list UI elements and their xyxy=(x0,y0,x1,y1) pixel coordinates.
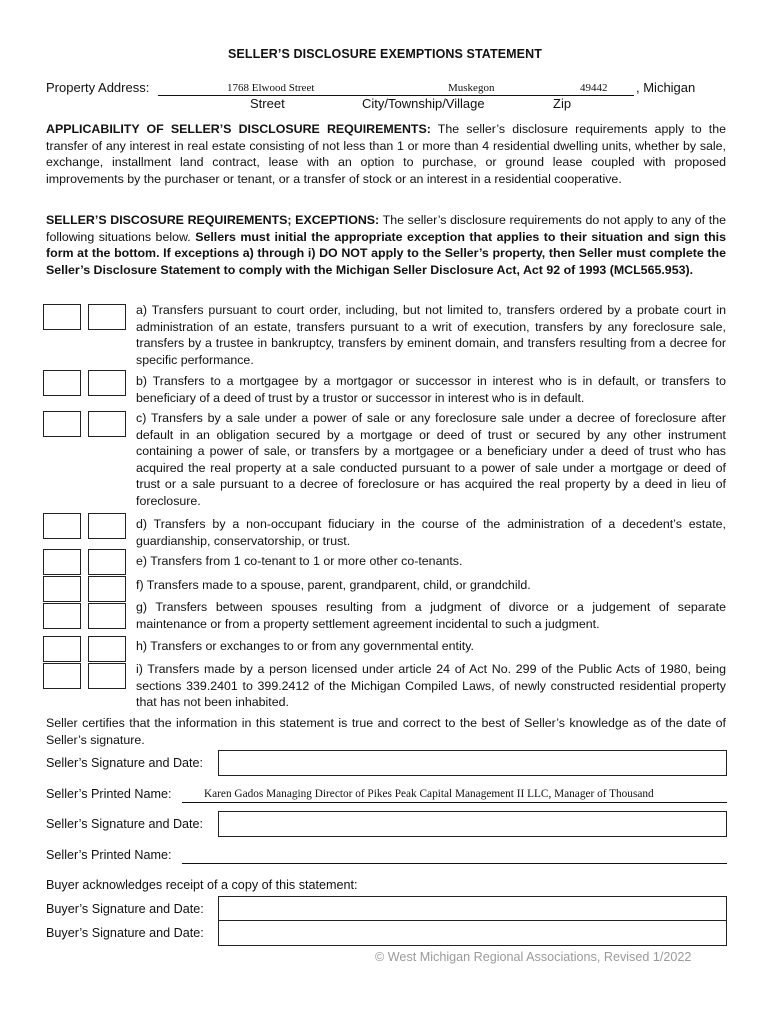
city-value[interactable]: Muskegon xyxy=(448,82,495,94)
city-caption: City/Township/Village xyxy=(362,96,485,111)
requirements-body: The seller’s disclosure requirements do not apply to any of the following situations below. xyxy=(46,213,726,244)
initial-box-f-1[interactable] xyxy=(43,576,81,602)
initial-box-b-1[interactable] xyxy=(43,370,81,396)
exception-h-text: h) Transfers or exchanges to or from any governmental entity. xyxy=(136,639,474,653)
exception-g-text: g) Transfers between spouses resulting from a judgment of divorce or a judgement of separate maintenance or from a property settlement agreement incidental to such a judgment. xyxy=(136,600,726,631)
initial-box-f-2[interactable] xyxy=(88,576,126,602)
exception-d-text: d) Transfers by a non-occupant fiduciary in the course of the administration of a decedent’s estate, guardianship, conservatorship, or trust. xyxy=(136,517,726,548)
street-caption: Street xyxy=(250,96,285,111)
buyer-acknowledgement: Buyer acknowledges receipt of a copy of this statement: xyxy=(46,878,358,892)
requirements-paragraph xyxy=(46,212,726,278)
copyright-footer: © West Michigan Regional Associations, Revised 1/2022 xyxy=(375,950,692,964)
exception-a-text: a) Transfers pursuant to court order, including, but not limited to, transfers ordered by a probate court in administration of an estate, transfers pursuant to a writ of execution, transfers by any foreclosure sale, transfers by a trustee in bankruptcy, transfers by eminent domain, and transfers resulting from a decree for specific performance. xyxy=(136,303,726,367)
seller-signature-field-1[interactable] xyxy=(218,750,727,776)
initial-box-a-1[interactable] xyxy=(43,304,81,330)
initial-box-c-2[interactable] xyxy=(88,411,126,437)
initial-box-h-1[interactable] xyxy=(43,636,81,662)
property-address-label: Property Address: xyxy=(46,80,150,95)
exception-e-text: e) Transfers from 1 co-tenant to 1 or more other co-tenants. xyxy=(136,554,463,568)
buyer-signature-label-1: Buyer’s Signature and Date: xyxy=(46,902,204,916)
seller-printed-name-label-2: Seller’s Printed Name: xyxy=(46,848,172,862)
seller-signature-label-1: Seller’s Signature and Date: xyxy=(46,756,204,770)
seller-printed-name-line-2[interactable] xyxy=(182,863,727,864)
applicability-paragraph xyxy=(46,121,726,187)
buyer-signature-field-1[interactable] xyxy=(218,896,727,922)
certification-statement: Seller certifies that the information in this statement is true and correct to the best of Seller’s knowledge as of the date of Seller’s signature. xyxy=(46,716,726,747)
initial-box-g-2[interactable] xyxy=(88,603,126,629)
initial-box-i-2[interactable] xyxy=(88,663,126,689)
seller-printed-name-label-1: Seller’s Printed Name: xyxy=(46,787,172,801)
initial-box-d-1[interactable] xyxy=(43,513,81,539)
initial-box-b-2[interactable] xyxy=(88,370,126,396)
applicability-heading: APPLICABILITY OF SELLER’S DISCLOSURE REQUIREMENTS: xyxy=(46,122,431,136)
seller-printed-name-line-1[interactable] xyxy=(182,802,727,803)
exception-b-text: b) Transfers to a mortgagee by a mortgagor or successor in interest who is in default, or transfers to beneficiary of a deed of trust by a trustor or successor in interest who is in default. xyxy=(136,374,726,405)
buyer-signature-field-2[interactable] xyxy=(218,920,727,946)
buyer-signature-label-2: Buyer’s Signature and Date: xyxy=(46,926,204,940)
applicability-body: The seller’s disclosure requirements apply to the transfer of any interest in real estate consisting of not less than 1 or more than 4 residential dwelling units, whether by sale, exchange, installment land contract, lease with an option to purchase, or ground lease coupled with proposed improvements by the purchaser or tenant, or a transfer of stock or an interest in a residential cooperative. xyxy=(46,122,726,186)
seller-printed-name-value-1[interactable]: Karen Gados Managing Director of Pikes Peak Capital Management II LLC, Manager of Thousand xyxy=(204,788,654,800)
exception-i-text: i) Transfers made by a person licensed under article 24 of Act No. 299 of the Public Acts of 1980, being sections 339.2401 to 399.2412 of the Michigan Compiled Laws, of newly constructed residential property that has not been inhabited. xyxy=(136,662,726,709)
initial-box-h-2[interactable] xyxy=(88,636,126,662)
initial-box-c-1[interactable] xyxy=(43,411,81,437)
initial-box-e-2[interactable] xyxy=(88,549,126,575)
initial-box-g-1[interactable] xyxy=(43,603,81,629)
initial-box-i-1[interactable] xyxy=(43,663,81,689)
initial-box-d-2[interactable] xyxy=(88,513,126,539)
seller-signature-label-2: Seller’s Signature and Date: xyxy=(46,817,204,831)
street-value[interactable]: 1768 Elwood Street xyxy=(227,82,315,94)
requirements-bold-body: Sellers must initial the appropriate exception that applies to their situation and sign this form at the bottom. If exceptions a) through i) DO NOT apply to the Seller’s property, then Seller must complete the Seller’s Disclosure Statement to comply with the Michigan Seller Disclosure Act, Act 92 of 1993 (MCL565.953). xyxy=(46,229,726,277)
requirements-heading: SELLER’S DISCOSURE REQUIREMENTS; EXCEPTIONS: xyxy=(46,213,380,227)
zip-caption: Zip xyxy=(553,96,572,111)
seller-signature-field-2[interactable] xyxy=(218,811,727,837)
initial-box-e-1[interactable] xyxy=(43,549,81,575)
zip-value[interactable]: 49442 xyxy=(580,82,608,94)
exception-c-text: c) Transfers by a sale under a power of sale or any foreclosure sale under a decree of foreclosure after default in an obligation secured by a mortgage or deed of trust or secured by any other instrument containing a power of sale, or transfers by a mortgagee or a beneficiary under a deed of trust who has acquired the real property at a sale conducted pursuant to a power of sale under a mortgage or deed of trust or a sale pursuant to a decree of foreclosure or has acquired the real property by a deed in lieu of foreclosure. xyxy=(136,411,726,508)
state-suffix: , Michigan xyxy=(636,80,696,95)
exception-f-text: f) Transfers made to a spouse, parent, grandparent, child, or grandchild. xyxy=(136,578,531,592)
initial-box-a-2[interactable] xyxy=(88,304,126,330)
form-title: SELLER’S DISCLOSURE EXEMPTIONS STATEMENT xyxy=(228,47,542,61)
